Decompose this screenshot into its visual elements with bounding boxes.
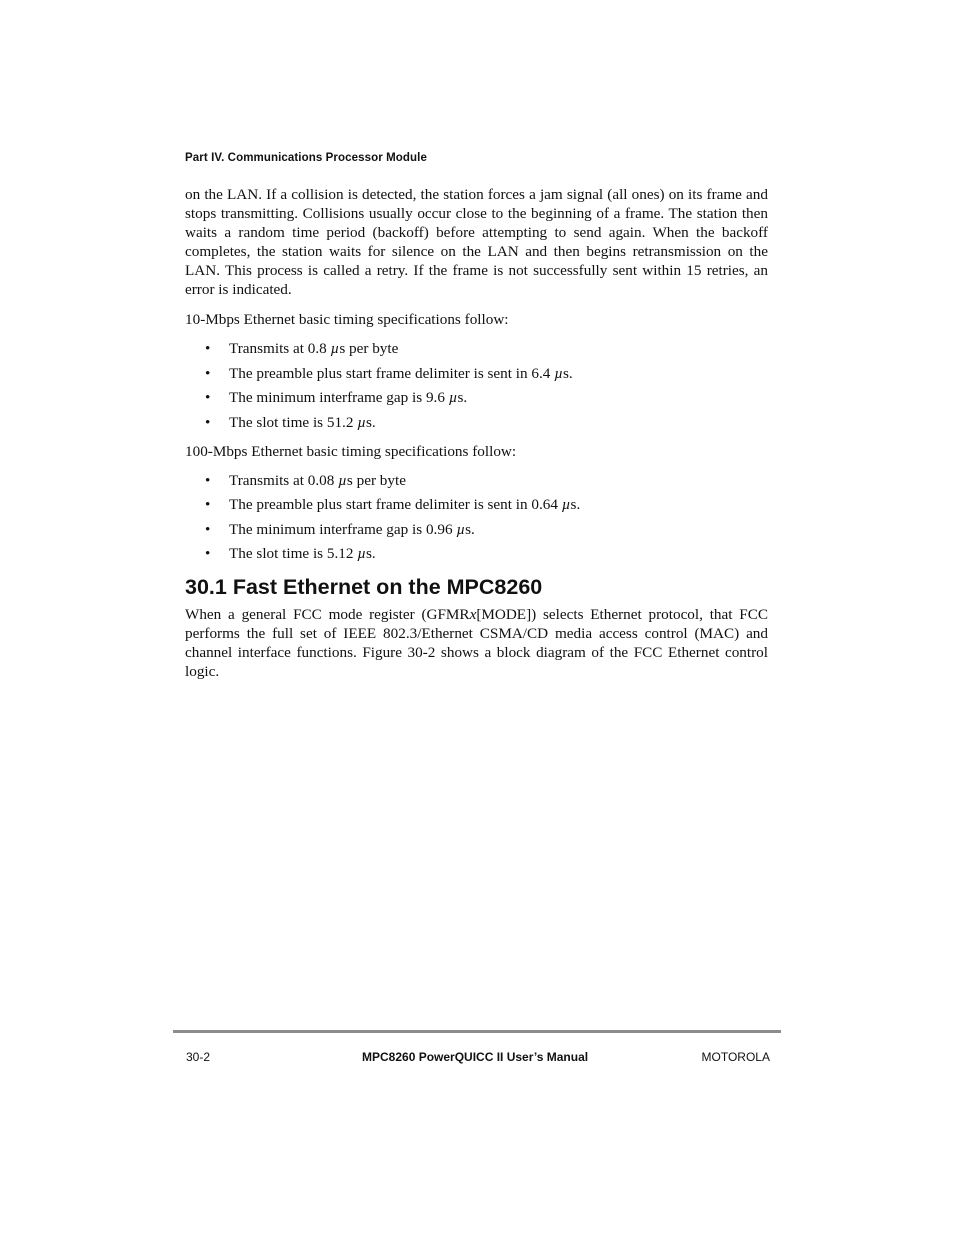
bullet-icon: • bbox=[205, 413, 211, 431]
list-item: • The slot time is 51.2 µs. bbox=[205, 413, 376, 431]
spec100-list bbox=[185, 472, 768, 564]
mu-symbol: µ bbox=[456, 520, 466, 538]
list-item: • Transmits at 0.8 µs per byte bbox=[205, 340, 399, 358]
list-item: • The minimum interframe gap is 9.6 µs. bbox=[205, 389, 468, 407]
mu-symbol: µ bbox=[357, 413, 367, 431]
section-heading: 30.1 Fast Ethernet on the MPC8260 bbox=[185, 575, 543, 600]
bullet-icon: • bbox=[205, 471, 211, 489]
list-item: • The preamble plus start frame delimiter is sent in 0.64 µs. bbox=[205, 496, 581, 514]
list-item: • The minimum interframe gap is 0.96 µs. bbox=[205, 520, 475, 538]
intro-paragraph: on the LAN. If a collision is detected, the station forces a jam signal (all ones) on its frame and stops transmitting. Collisions usually occur close to the beginning of a frame. The station then waits a random time period (backoff) before attempting to send again. When the backoff completes, the station waits for silence on the LAN and then begins retransmission on the LAN. This process is called a retry. If the frame is not successfully sent within 15 retries, an error is indicated. bbox=[185, 186, 768, 298]
manual-title: MPC8260 PowerQUICC II User’s Manual bbox=[362, 1050, 589, 1064]
footer-rule bbox=[173, 1030, 781, 1033]
bullet-icon: • bbox=[205, 340, 211, 358]
bullet-icon: • bbox=[205, 520, 211, 538]
page-number: 30-2 bbox=[186, 1050, 211, 1064]
bullet-icon: • bbox=[205, 389, 211, 407]
spec100-lead: 100-Mbps Ethernet basic timing specifications follow: bbox=[185, 442, 517, 460]
mu-symbol: µ bbox=[554, 364, 563, 382]
bullet-icon: • bbox=[205, 496, 211, 514]
mu-symbol: µ bbox=[330, 340, 340, 358]
spec10-list bbox=[185, 340, 768, 432]
section-paragraph: When a general FCC mode register (GFMRx[MODE]) selects Ethernet protocol, that FCC performs the full set of IEEE 802.3/Ethernet CSMA/CD media access control (MAC) and channel interface functions. Figure 30-2 shows a block diagram of the FCC Ethernet control logic. bbox=[185, 606, 768, 680]
page-body bbox=[185, 186, 768, 682]
list-item: • The preamble plus start frame delimiter is sent in 6.4 µs. bbox=[205, 364, 573, 382]
mu-symbol: µ bbox=[357, 545, 367, 563]
list-item: • Transmits at 0.08 µs per byte bbox=[205, 471, 406, 489]
spec10-lead: 10-Mbps Ethernet basic timing specifications follow: bbox=[185, 311, 509, 329]
bullet-icon: • bbox=[205, 364, 211, 382]
mu-symbol: µ bbox=[448, 389, 458, 407]
publisher-name: MOTOROLA bbox=[701, 1050, 770, 1064]
list-item: • The slot time is 5.12 µs. bbox=[205, 545, 376, 563]
running-header: Part IV. Communications Processor Module bbox=[185, 152, 427, 164]
register-variable: x bbox=[469, 606, 477, 624]
mu-symbol: µ bbox=[338, 471, 347, 489]
mu-symbol: µ bbox=[561, 496, 571, 514]
bullet-icon: • bbox=[205, 545, 211, 563]
